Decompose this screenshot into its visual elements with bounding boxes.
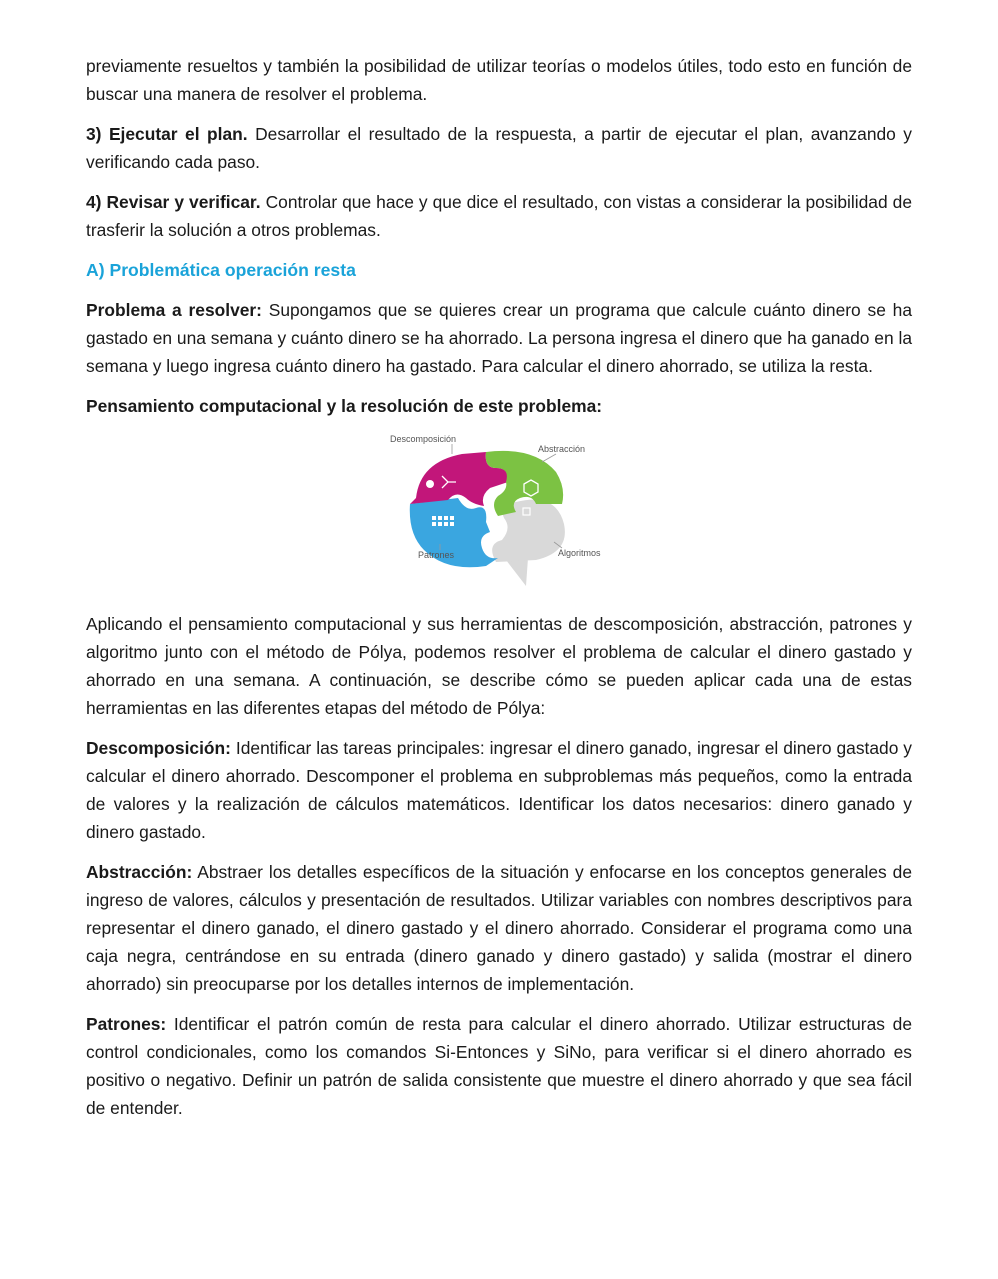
intro-paragraph: Aplicando el pensamiento computacional y sus herramientas de descomposición, abstracción, patrones y algoritmo junto con el método de Pólya, podemos resolver el problema de calcular el dinero gastado y ahorrado en una semana. A continuación, se describe cómo se pueden aplicar cada una de estas herramientas en las diferentes etapas del método de Pólya: <box>86 614 912 718</box>
patterns-label: Patrones: <box>86 1014 167 1034</box>
step-3-paragraph <box>86 120 912 176</box>
brain-puzzle-diagram <box>386 432 616 592</box>
step-4-label: 4) Revisar y verificar. <box>86 192 261 212</box>
section-heading: A) Problemática operación resta <box>86 260 356 280</box>
document-page <box>86 52 912 1134</box>
patterns-paragraph <box>86 1010 912 1122</box>
subheading: Pensamiento computacional y la resolución de este problema: <box>86 396 603 416</box>
abstraction-paragraph <box>86 858 912 998</box>
label-algorithms: Algoritmos <box>558 548 601 558</box>
step-3-text: Desarrollar el resultado de la respuesta, a partir de ejecutar el plan, avanzando y verificando cada paso. <box>86 124 913 172</box>
decomposition-paragraph <box>86 734 912 846</box>
step-4-paragraph <box>86 188 912 244</box>
label-abstraction: Abstracción <box>538 444 586 454</box>
bubble-tail <box>506 558 528 586</box>
step-4-text: Controlar que hace y que dice el resultado, con vistas a considerar la posibilidad de trasferir la solución a otros problemas. <box>86 192 912 240</box>
decomposition-dot-icon <box>426 480 434 488</box>
computational-thinking-figure <box>86 432 912 600</box>
paragraph-intro-continued: previamente resueltos y también la posibilidad de utilizar teorías o modelos útiles, todo esto en función de buscar una manera de resolver el problema. <box>86 56 912 104</box>
leader-line-abstraction <box>542 454 556 462</box>
abstraction-text: Abstraer los detalles específicos de la situación y enfocarse en los conceptos generales de ingreso de valores, cálculos y presentación de resultados. Utilizar variables con nombres descriptivos para representar el dinero ganado, el dinero gastado y el dinero ahorrado. Considerar el programa como una caja negra, centrándose en su entrada (dinero ganado y dinero gastado) y salida (mostrar el dinero ahorrado) sin preocuparse por los detalles internos de implementación. <box>86 862 912 994</box>
step-3-label: 3) Ejecutar el plan. <box>86 124 248 144</box>
problem-text: Supongamos que se quieres crear un programa que calcule cuánto dinero se ha gastado en una semana y cuánto dinero se ha ahorrado. La persona ingresa el dinero que ha ganado en la semana y luego ingresa cuánto dinero ha gastado. Para calcular el dinero ahorrado, se utiliza la resta. <box>86 300 912 376</box>
decomposition-label: Descomposición: <box>86 738 231 758</box>
problem-label: Problema a resolver: <box>86 300 262 320</box>
abstraction-label: Abstracción: <box>86 862 193 882</box>
label-decomposition: Descomposición <box>390 434 457 444</box>
problem-paragraph <box>86 296 912 380</box>
decomposition-text: Identificar las tareas principales: ingresar el dinero ganado, ingresar el dinero gastado y calcular el dinero ahorrado. Descomponer el problema en subproblemas más pequeños, como la entrada de valores y la realización de cálculos matemáticos. Identificar los datos necesarios: dinero ganado y dinero gastado. <box>86 738 912 842</box>
patterns-text: Identificar el patrón común de resta para calcular el dinero ahorrado. Utilizar estructuras de control condicionales, como los comandos Si-Entonces y SiNo, para verificar si el dinero ahorrado es positivo o negativo. Definir un patrón de salida consistente que muestre el dinero ahorrado y que sea fácil de entender. <box>86 1014 912 1118</box>
label-patterns: Patrones <box>418 550 455 560</box>
